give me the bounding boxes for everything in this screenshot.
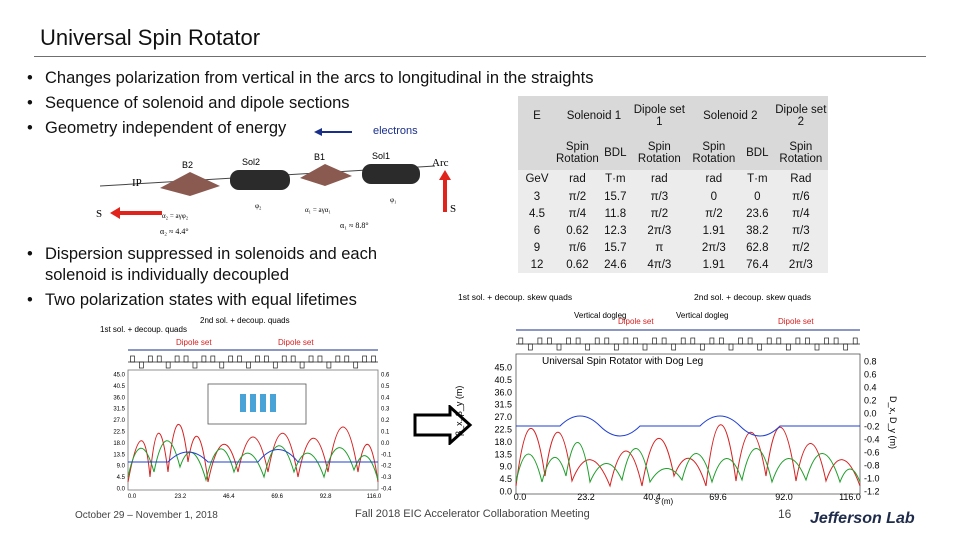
dipole-b1 [300,164,352,186]
lattice-magnet [805,338,809,344]
lattice-magnet [853,338,857,344]
bullet-item: • Sequence of solenoid and dipole sections [25,91,593,116]
y-left-tick-label: 27.0 [113,418,125,425]
table-cell: 4π/3 [647,258,672,271]
lattice-magnet [739,338,743,344]
lattice-magnet [605,338,609,344]
bullet-item: • Changes polarization from vertical in the arcs to longitudinal in the straights [25,66,593,91]
lattice-magnet [202,356,206,362]
table-cell: 0.62 [566,258,589,271]
lattice-magnet [211,356,215,362]
y-left-tick-label: 9.0 [499,461,512,472]
table-cell: 4.5 [529,207,545,220]
y-left-tick-label: 45.0 [113,372,125,379]
table-header-cell: Solenoid 1 [556,96,632,136]
table-cell: 12.3 [604,224,627,237]
table-cell: 3 [533,190,541,203]
bullet-item: • Geometry independent of energy [25,116,593,141]
lattice-magnet [238,356,242,362]
table-row [518,239,828,256]
x-axis [514,492,861,502]
lattice-magnet [309,356,313,362]
x-tick-label: 46.4 [222,494,235,500]
page-number: 16 [778,507,792,521]
y-right-tick-label: 0.0 [864,408,877,419]
y-axis-left [494,363,512,497]
angle-label: φ₂ [255,202,262,210]
table-row [518,256,828,273]
table-cell: π/4 [568,207,587,220]
y-left-tick-label: 13.5 [494,449,512,460]
y-right-tick-label: -0.1 [381,452,392,459]
annotation-label: Dipole set [278,338,314,347]
optics-plot-left [88,312,408,502]
lattice-magnet [595,338,599,344]
arc-label: Arc [432,157,449,169]
table-cell: π/2 [792,241,810,254]
x-tick-label: 69.6 [271,494,284,500]
table-cell: π/2 [705,207,723,220]
angle-label: φ₁ [390,196,397,204]
y-left-tick-label: 0.0 [116,486,125,493]
lattice-magnet [834,338,838,344]
table-cell: π/4 [792,207,810,220]
table-cell: 2π/3 [788,258,813,271]
lattice-magnet [139,362,143,368]
y-right-tick-label: 0.0 [381,440,390,447]
x-tick-label: 116.0 [839,492,861,502]
lattice-strip [516,338,860,350]
table-header-row [518,96,828,136]
y-axis-left-label: β_x, β_y (m) [454,385,464,436]
lattice-magnet [662,338,666,344]
angle-label: α₂ ≈ 4.4° [160,227,189,236]
y-right-tick-label: -0.4 [381,486,392,493]
lattice-magnet [528,344,532,350]
y-axis-left [113,373,125,493]
table-header-cell: Dipole set 2 [774,96,828,136]
beta-y-curve [128,441,378,480]
optics-plot-right [450,286,902,508]
table-cell: 12 [530,258,544,271]
table-header-cell: Spin Rotation [687,136,741,170]
y-right-tick-label: -0.2 [381,463,392,470]
lattice-magnet [166,362,170,368]
lattice-magnet [264,356,268,362]
y-right-tick-label: 0.4 [864,382,877,393]
lattice-magnet [282,356,286,362]
footer-date: October 29 – November 1, 2018 [75,510,218,521]
lattice-magnet [538,338,542,344]
table-cell: 2π/3 [647,224,672,237]
lattice-magnet [184,356,188,362]
table-cell: 38.2 [746,224,769,237]
lattice-magnet [354,362,358,368]
ip-label: IP [132,177,142,189]
annotation-label: 1st sol. + decoup. skew quads [458,292,573,302]
annotation-label: Dipole set [176,338,212,347]
y-right-tick-label: 0.5 [381,383,390,390]
lattice-magnet [710,338,714,344]
spin-rotator-schematic [90,120,470,245]
table-cell: 15.7 [604,241,627,254]
table-cell: π/2 [568,190,587,203]
y-left-tick-label: 0.0 [499,486,512,497]
lattice-strip [128,356,378,368]
y-left-tick-label: 22.5 [494,424,512,435]
x-tick-label: 23.2 [174,494,187,500]
lattice-magnet [815,344,819,350]
x-tick-label: 0.0 [127,494,137,500]
annotation-label: Vertical dogleg [574,311,627,320]
lattice-magnet [291,356,295,362]
lattice-magnet [336,356,340,362]
table-cell: 6 [533,224,541,237]
table-cell: π/6 [792,190,810,203]
table-cell: rad [651,173,668,185]
lattice-magnet [777,338,781,344]
x-tick-label: 92.8 [319,494,332,500]
table-cell: 23.6 [746,207,769,220]
inset-magnet [250,394,256,412]
lattice-magnet [567,338,571,344]
annotation-label: Dipole set [778,317,814,326]
label-b1: B1 [314,152,326,162]
x-tick-label: 116.0 [366,494,382,500]
lattice-magnet [672,344,676,350]
lattice-magnet [796,338,800,344]
table-cell: π/3 [792,224,810,237]
lattice-magnet [318,356,322,362]
y-left-tick-label: 36.0 [494,387,512,398]
y-left-tick-label: 18.0 [494,436,512,447]
inset-magnet [240,394,246,412]
arrowhead-icon [110,207,120,219]
x-tick-label: 69.6 [709,492,727,502]
lattice-magnet [300,362,304,368]
lattice-magnet [748,338,752,344]
optics-plot-right-svg [450,286,902,508]
lattice-magnet [372,356,376,362]
optics-plot-left-svg [88,312,408,502]
lattice-magnet [157,356,161,362]
y-left-tick-label: 4.5 [499,474,512,485]
y-right-tick-label: -0.6 [864,447,880,458]
table-row [518,205,828,222]
annotation-label: Dipole set [618,317,654,326]
x-axis [128,494,382,500]
table-cell: Rad [790,173,812,185]
footer-meeting: Fall 2018 EIC Accelerator Collaboration Meeting [355,508,590,520]
label-sol1: Sol1 [372,151,391,161]
y-right-tick-label: 0.6 [864,369,877,380]
bottom-bullet-list [25,244,415,311]
lattice-magnet [363,356,367,362]
lattice-magnet [844,344,848,350]
table-header-cell: BDL [599,136,632,170]
x-tick-label: 23.2 [577,492,595,502]
table-header-cell [518,136,556,170]
table-header-cell: E [518,96,556,136]
lattice-magnet [345,356,349,362]
lattice-magnet [229,356,233,362]
table-cell: 0.62 [566,224,589,237]
table-cell: 11.8 [604,207,627,220]
electrons-label: electrons [373,125,418,137]
y-right-tick-label: 0.6 [381,372,390,379]
y-left-tick-label: 45.0 [494,362,512,373]
table-cell: π/6 [568,241,587,254]
y-left-tick-label: 31.5 [113,406,125,413]
table-header-cell: Solenoid 2 [687,96,774,136]
angle-label: α₂ = aγφ₂ [162,212,189,220]
table-cell: 1.91 [702,224,726,237]
table-cell: 2π/3 [701,241,726,254]
lattice-magnet [767,338,771,344]
table-cell: GeV [525,173,549,185]
lattice-magnet [327,362,331,368]
lattice-magnet [758,344,762,350]
lattice-magnet [130,356,134,362]
inset-magnet [260,394,266,412]
lattice-magnet [700,344,704,350]
lattice-magnet [681,338,685,344]
table-header-cell: Dipole set 1 [632,96,687,136]
lattice-magnet [786,344,790,350]
annotation-label: 2nd sol. + decoup. quads [200,316,290,325]
slide-title: Universal Spin Rotator [40,25,261,50]
y-right-tick-label: 0.8 [864,356,877,367]
table-units-row [518,170,828,188]
y-right-tick-label: 0.1 [381,429,390,436]
x-axis-label: s (m) [655,497,674,506]
spin-vector-label: S [96,208,103,220]
plot-title: Universal Spin Rotator with Dog Leg [542,356,704,367]
y-left-tick-label: 18.0 [113,440,125,447]
table-row [518,222,828,239]
lattice-magnet [653,338,657,344]
lattice-magnet [643,344,647,350]
x-tick-label: 92.0 [775,492,793,502]
table-cell: 9 [533,241,541,254]
y-left-tick-label: 4.5 [116,475,125,482]
y-left-tick-label: 36.0 [113,395,125,402]
lattice-magnet [255,356,259,362]
label-b2: B2 [182,160,194,170]
y-left-tick-label: 40.5 [113,383,125,390]
y-right-tick-label: -0.8 [864,460,880,471]
angle-label: α₁ ≈ 8.8° [340,221,369,230]
arrowhead-icon [439,170,451,180]
lattice-magnet [729,344,733,350]
beta-x-curve [128,424,378,482]
table-header-cell: Spin Rotation [774,136,828,170]
label-sol2: Sol2 [242,157,261,167]
spin-rotation-table [518,96,828,273]
lattice-magnet [519,338,523,344]
solenoid-2 [230,170,290,190]
jefferson-lab-logo: Jefferson Lab [810,510,915,527]
solenoid-1 [362,164,420,184]
y-right-tick-label: 0.2 [381,418,390,425]
angle-label: α₁ = aγα₁ [305,206,331,214]
table-cell: 1.91 [702,258,726,271]
lattice-magnet [614,344,618,350]
arrowhead-icon [314,128,322,136]
y-right-tick-label: 0.4 [381,395,390,402]
table-cell: π/3 [650,190,669,203]
y-axis-right [864,357,880,497]
y-right-tick-label: -0.4 [864,434,880,445]
y-axis-right-label: D_x, D_y (m) [888,396,898,450]
y-left-tick-label: 9.0 [116,463,125,470]
lattice-magnet [547,338,551,344]
table-cell: π [655,241,664,254]
lattice-magnet [193,362,197,368]
table-cell: 0 [710,190,718,203]
y-right-tick-label: -1.2 [864,486,880,497]
annotation-label: 1st sol. + decoup. quads [100,325,187,334]
table-header-cell: Spin Rotation [556,136,599,170]
lattice-magnet [247,362,251,368]
y-axis-right [381,373,392,493]
bullet-item: • Two polarization states with equal lifetimes [25,290,415,311]
y-right-tick-label: 0.3 [381,406,390,413]
x-tick-label: 40.4 [643,492,661,502]
table-header-row [518,136,828,170]
lattice-magnet [633,338,637,344]
inset-magnet [270,394,276,412]
table-cell: 24.6 [604,258,627,271]
table-cell: 62.8 [746,241,769,254]
schematic-drawing [90,120,470,245]
spin-vector-label: S [450,203,457,215]
annotation-label: 2nd sol. + decoup. skew quads [694,292,811,302]
table-cell: T·m [605,173,626,185]
table-cell: 76.4 [746,258,769,271]
table-cell: rad [705,173,723,185]
dipole-b2 [160,172,220,196]
table-header-cell: BDL [741,136,774,170]
x-tick-label: 0.0 [513,492,527,502]
lattice-inset [208,384,306,424]
beta-y-curve [516,442,860,482]
table-cell: 0 [754,190,761,203]
y-left-tick-label: 13.5 [113,452,125,459]
y-right-tick-label: 0.2 [864,395,877,406]
y-right-tick-label: -0.2 [864,421,880,432]
lattice-magnet [719,338,723,344]
title-divider [34,56,926,57]
y-right-tick-label: -1.0 [864,473,880,484]
table-cell: T·m [747,173,768,185]
table-header-cell: Spin Rotation [632,136,687,170]
lattice-magnet [586,344,590,350]
lattice-magnet [557,344,561,350]
annotation-label: Vertical dogleg [676,311,729,320]
table-cell: rad [569,173,586,185]
y-left-tick-label: 22.5 [113,429,125,436]
lattice-magnet [624,338,628,344]
dispersion-curve [516,416,860,436]
beta-x-curve [516,425,860,486]
lattice-magnet [273,362,277,368]
lattice-magnet [175,356,179,362]
table-cell: π/2 [650,207,669,220]
lattice-magnet [220,362,224,368]
lattice-magnet [691,338,695,344]
bullet-item: • Dispersion suppressed in solenoids and each solenoid is individually decoupled [25,244,415,286]
lattice-magnet [148,356,152,362]
y-right-tick-label: -0.3 [381,475,392,482]
table-row [518,188,828,205]
y-left-tick-label: 40.5 [494,374,512,385]
lattice-magnet [825,338,829,344]
lattice-magnet [576,338,580,344]
y-left-tick-label: 27.0 [494,412,512,423]
y-left-tick-label: 31.5 [494,399,512,410]
table-cell: 15.7 [604,190,627,203]
